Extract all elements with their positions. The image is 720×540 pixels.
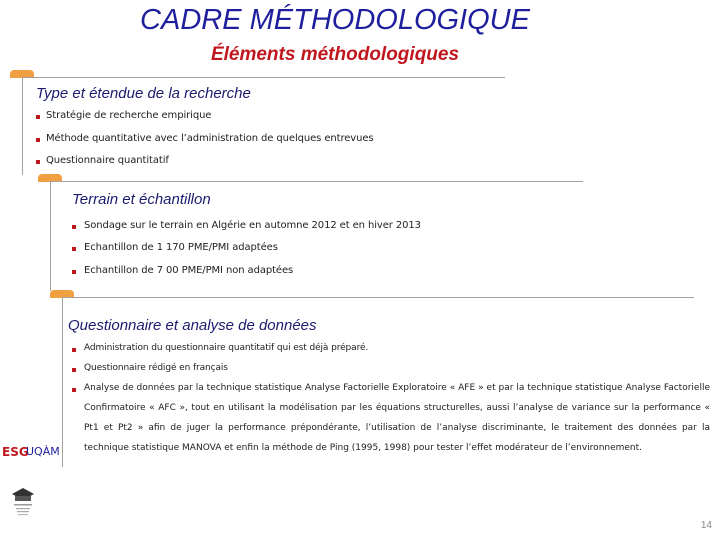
bullet-icon bbox=[36, 160, 40, 164]
bullet-icon bbox=[72, 368, 76, 372]
bullet-icon bbox=[72, 348, 76, 352]
bullet-icon bbox=[72, 270, 76, 274]
bullet-icon bbox=[36, 138, 40, 142]
section-title: Type et étendue de la recherche bbox=[36, 85, 251, 102]
esg-uqam-logo bbox=[2, 445, 66, 461]
esg-logo-text: ESG bbox=[2, 445, 29, 459]
bullet-icon bbox=[72, 225, 76, 229]
university-emblem-icon bbox=[10, 486, 36, 520]
list-item: Questionnaire quantitatif bbox=[46, 155, 169, 166]
list-item: Echantillon de 1 170 PME/PMI adaptées bbox=[84, 242, 278, 253]
section-rule bbox=[62, 297, 694, 298]
list-item: Administration du questionnaire quantitatif qui est déjà préparé. bbox=[84, 343, 369, 353]
list-item: Sondage sur le terrain en Algérie en automne 2012 et en hiver 2013 bbox=[84, 220, 421, 231]
bullet-icon bbox=[72, 247, 76, 251]
page-title bbox=[0, 4, 720, 37]
list-item-paragraph: Analyse de données par la technique statistique Analyse Factorielle Exploratoire « AFE » et par la technique statistique Analyse Factorielle Confirmatoire « AFC », tout en utilisant la modélisation par les équations structurelles, aussi l’analyse de variance sur la performance « Pt1 et Pt2 » afin de juger la performance prépondérante, l’utilisation de l’analyse discriminante, le traitement des données par la technique statistique MANOVA et enfin la méthode de Ping (1995, 1998) pour tester l’effet modérateur de l’environnement. bbox=[84, 383, 710, 453]
section-rule bbox=[22, 77, 505, 78]
page-subtitle-text: Éléments méthodologiques bbox=[210, 44, 460, 65]
list-item: Stratégie de recherche empirique bbox=[46, 110, 212, 121]
page-number: 14 bbox=[700, 520, 712, 531]
list-item: Questionnaire rédigé en français bbox=[84, 363, 228, 373]
uqam-logo-text: UQÀM bbox=[26, 445, 60, 458]
section-side-rule bbox=[50, 181, 51, 291]
section-title: Questionnaire et analyse de données bbox=[68, 317, 317, 334]
bullet-icon bbox=[72, 388, 76, 392]
section-side-rule bbox=[22, 77, 23, 175]
section-title: Terrain et échantillon bbox=[72, 191, 211, 208]
list-item: Echantillon de 7 00 PME/PMI non adaptées bbox=[84, 265, 294, 276]
page-title-text: CADRE MÉTHODOLOGIQUE bbox=[140, 4, 530, 36]
list-item: Méthode quantitative avec l’administration de quelques entrevues bbox=[46, 133, 374, 144]
section-side-rule bbox=[62, 297, 63, 467]
bullet-icon bbox=[36, 115, 40, 119]
page-subtitle bbox=[0, 44, 720, 66]
section-rule bbox=[50, 181, 583, 182]
